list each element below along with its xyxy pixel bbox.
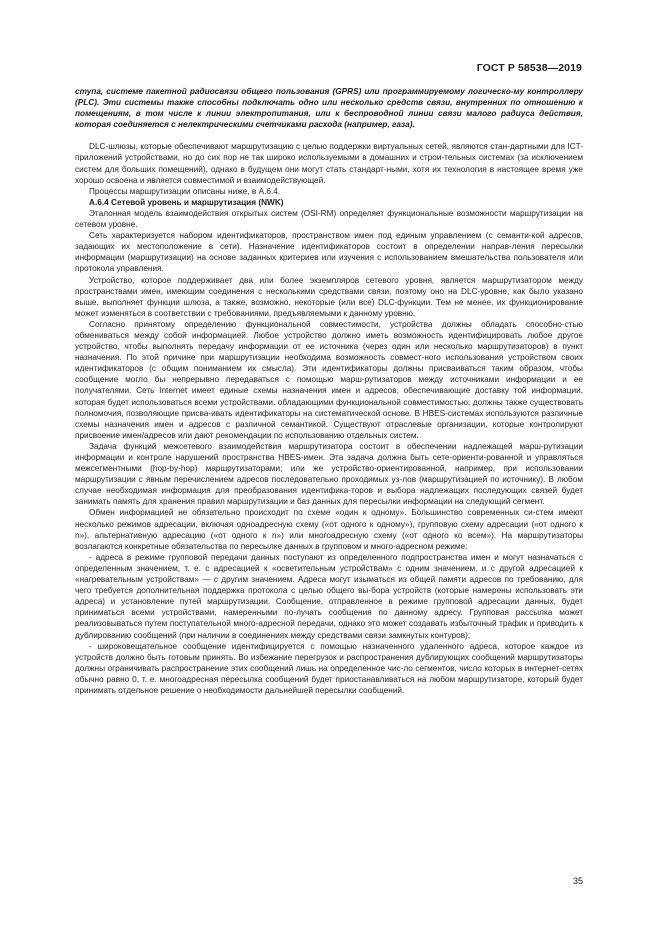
page-number: 35: [572, 876, 583, 886]
body-paragraph: DLC-шлюзы, которые обеспечивают маршрутизацию с целью поддержки виртуальных сетей, являются стан-дартными для ICT-приложений устройствами, но до сих пор не так широко используемыми в домашних и строи-тельных системах (за исключением систем для больших помещений), однако в будущем они могут стать стандарт-ными, хотя их технология в настоящее время уже хорошо освоена и является совместимой и взаимодействующей.: [75, 142, 583, 185]
section-paragraph: Обмен информацией не обязательно происходит по схеме «один к одному». Большинство современных си-стем имеют несколько режимов адресации, включая одноадресную схему («от одного к одному»), групповую схему адресации («от одного к n»), альтернативную адресацию («от одного к n») или многоадресную схему («от одного ко всем»). На маршрутизаторы возлагаются конкретные обязательства по пересылке данных в групповом и много-адресном режиме:: [75, 508, 583, 551]
section-paragraph: Эталонная модель взаимодействия открытых систем (OSI-RM) определяет функциональные возможности маршрутизации на сетевом уровне.: [75, 208, 583, 230]
document-id-header: ГОСТ Р 58538—2019: [476, 62, 582, 74]
section-paragraph: Устройство, которое поддерживает два или более экземпляров сетевого уровня, является маршрутизатором между пространствами имен, имеющим соединения с несколькими средствами связи, поэтому оно на DLC-уровне, как было указано выше, выполняет функции шлюза, а также, возможно, некоторые (или все) DLC-функции. Тем не менее, их функционирование может изменяться в соответствии с требованиями, предъявляемыми к данному уровню.: [75, 275, 583, 318]
list-item: - адреса в режиме групповой передачи данных поступают из определенного подпространства имен и могут назначаться с определенным значением, т. е. с адресацией к «осветительным устройствам» с одним значением, и с другой адресацией к «нагревательным устройствам» — с другим значением. Адреса могут изыматься из общей памяти адресов по требованию, для чего требуется дополнительная поддержка протокола с целью общего вы-бора устройств (которые намерены использовать эти адреса) и установление путей маршрутизации. Сообщение, отправленное в режиме групповой адресации данных, будет приниматься всеми устройствами, намеренными по-лучать сообщения по данному адресу. Групповая рассылка может реализовываться путем поступательной много-адресной передачи, однако это может создавать избыточный трафик и приводить к дублированию сообщений (при наличии в соединениях между средствами связи замкнутых контуров);: [75, 552, 583, 640]
list-item: - широковещательное сообщение идентифицируется с помощью назначенного удаленного адреса, которое каждое из устройств должно быть готовым принять. Во избежание перегрузок и распространения дублирующих сообщений маршрутизаторы должны ограничивать распространение этих сообщений лишь на определенное чис-ло сегментов, число которых в интернет-сетях обычно равно 0, т. е. многоадресная пересылка сообщений будет приостанавливаться на любом маршрутизаторе, который будет принимать отдельное решение о необходимости дальнейшей пересылки сообщений.: [75, 641, 583, 695]
document-body: [75, 86, 583, 696]
body-paragraph: Процессы маршрутизации описаны ниже, в А.6.4.: [89, 186, 281, 196]
intro-paragraph: ступа, системе пакетной радиосвязи общего пользования (GPRS) или программируемому логическо-му контроллеру (PLC). Эти системы также способны подключать одно или несколько средств связи, внутренних по отношению к помещениям, в том числе к линии электропитания, или к беспроводной линии связи малого радиуса действия, которая соединяется с нелектрическими счетчиками расхода (например, газа).: [75, 87, 583, 130]
section-paragraph: Сеть характеризуется набором идентификаторов, пространством имен под единым управлением (с семанти-кой адресов, задающих их местоположение в сети). Назначение идентификаторов состоит в определении направ-ления пересылки информации (маршрутизации) на основе заданных критериев или изучения с использованием вмешательства пользователя или протокола управления.: [75, 231, 583, 274]
section-heading: А.6.4 Сетевой уровень и маршрутизация (NWK): [89, 197, 284, 207]
section-paragraph: Согласно принятому определению функциональной совместимости, устройства должны обладать способно-стью обмениваться между собой информацией. Любое устройство должно иметь возможность идентифицировать любое другое устройство, чтобы выполнять передачу информации от ее источника (через один или несколько маршрутизаторов) в пункт назначения. По этой причине при маршрутизации необходима возможность совмест-ного использования устройством своих идентификаторов (с общим пониманием их смысла). Эти идентификаторы должны присваиваться таким образом, чтобы сообщение могло бы непрерывно передаваться с помощью марш-рутизаторов между источниками информации и ее получателями. Сеть Internet имеет единые схемы назначения имен и адресов, обеспечивающие доставку той информации, которая будет использоваться всеми устройствами, обладающими функциональной совместимостью; должны также существовать полномочия, позволяющие присва-ивать идентификаторы на систематической основе. В HBES-системах используются различные схемы назначения имен и адресов с различной семантикой. Существуют отраслевые организации, которые контролируют присвоение имен/адресов или дают рекомендации по использованию отдельных систем.: [75, 319, 583, 440]
section-paragraph: Задача функций межсетевого взаимодействия маршрутизатора состоит в обеспечении надлежащей марш-рутизации информации и контроле нарушений пространства HBES-имен. Эта задача должна быть сете-ориенти-рованной и управляться межсегментными (hop-by-hop) маршрутизаторами; или же устройство-ориентированной, например, при использовании маршрутизации с явным перечислением адресов последовательно проходимых уз-лов (маршрутизацией по источнику). В любом случае необходимая информация для преобразования идентифика-торов и выбора надлежащих последующих связей будет занимать память для хранения правил маршрутизации и баз данных для пересылки информации на следующий сегмент.: [75, 441, 583, 507]
